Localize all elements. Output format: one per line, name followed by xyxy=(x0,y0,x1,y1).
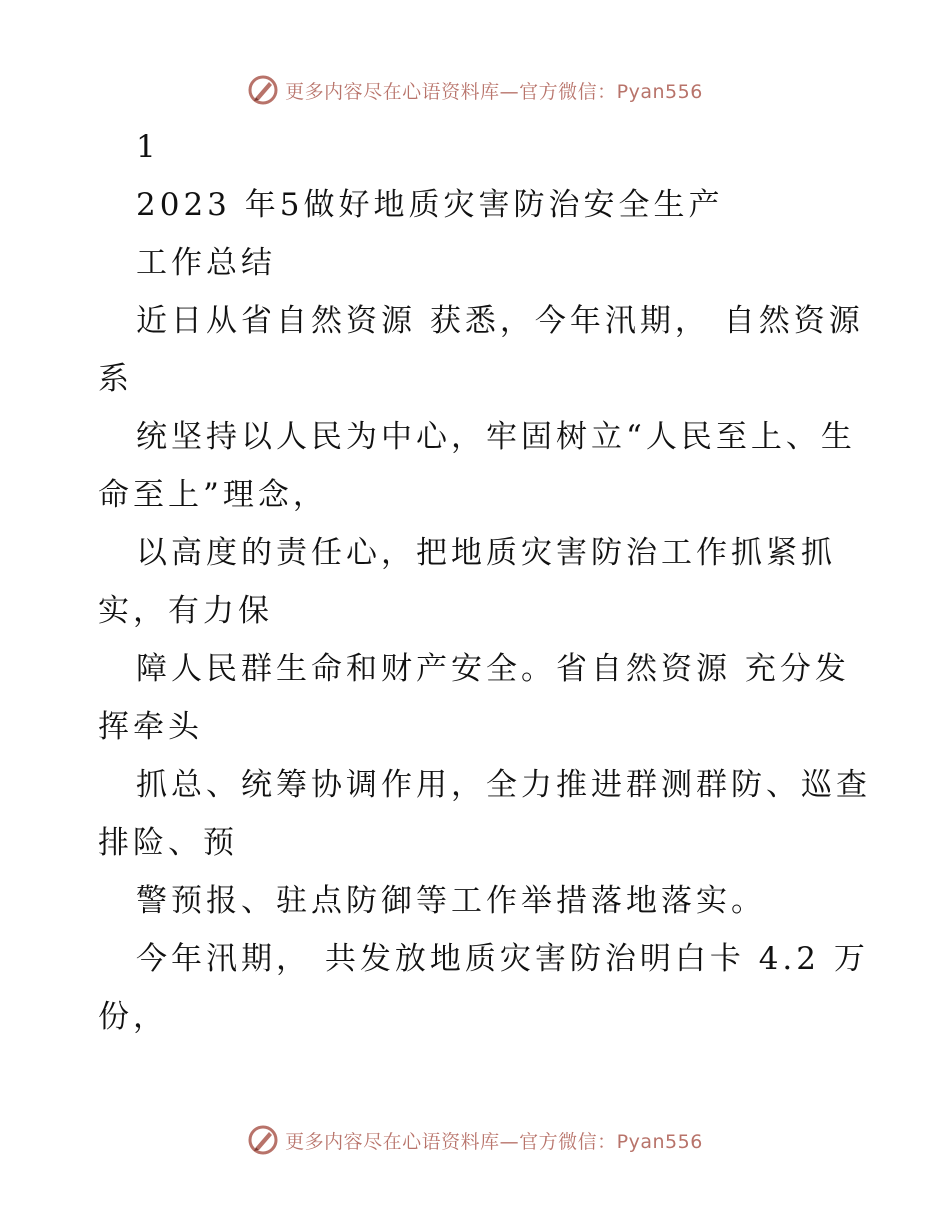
paragraph-line: 以高度的责任心，把地质灾害防治工作抓紧抓 xyxy=(136,535,836,571)
paragraph-line: 命至上”理念， xyxy=(98,477,328,513)
paragraph-line: 抓总、统筹协调作用，全力推进群测群防、巡查 xyxy=(136,767,871,803)
document-body xyxy=(0,118,950,1046)
watermark-text: 更多内容尽在心语资料库—官方微信：Pyan556 xyxy=(285,80,703,103)
pen-logo-icon xyxy=(247,1124,279,1156)
document-title-line-1: 2023 年5做好地质灾害防治安全生产 xyxy=(136,187,724,223)
paragraph-line: 排险、预 xyxy=(98,825,238,861)
watermark-text: 更多内容尽在心语资料库—官方微信：Pyan556 xyxy=(285,1130,703,1153)
paragraph-line: 今年汛期， 共发放地质灾害防治明白卡 4.2 万 xyxy=(136,941,869,977)
paragraph-line: 障人民群生命和财产安全。省自然资源 充分发 xyxy=(136,651,850,687)
watermark-banner-bottom xyxy=(0,1120,950,1160)
paragraph-line: 统坚持以人民为中心，牢固树立“人民至上、生 xyxy=(136,419,856,455)
paragraph-line: 近日从省自然资源 获悉，今年汛期， 自然资源 xyxy=(136,303,864,339)
paragraph-line: 实，有力保 xyxy=(98,593,273,629)
paragraph-line: 挥牵头 xyxy=(98,709,203,745)
paragraph-line: 系 xyxy=(98,361,133,397)
pen-logo-icon xyxy=(247,74,279,106)
page-number: 1 xyxy=(136,129,160,165)
paragraph-line: 份， xyxy=(98,999,168,1035)
paragraph-line: 警预报、驻点防御等工作举措落地落实。 xyxy=(136,883,766,919)
watermark-banner-top xyxy=(0,70,950,110)
document-title-line-2: 工作总结 xyxy=(136,245,276,281)
